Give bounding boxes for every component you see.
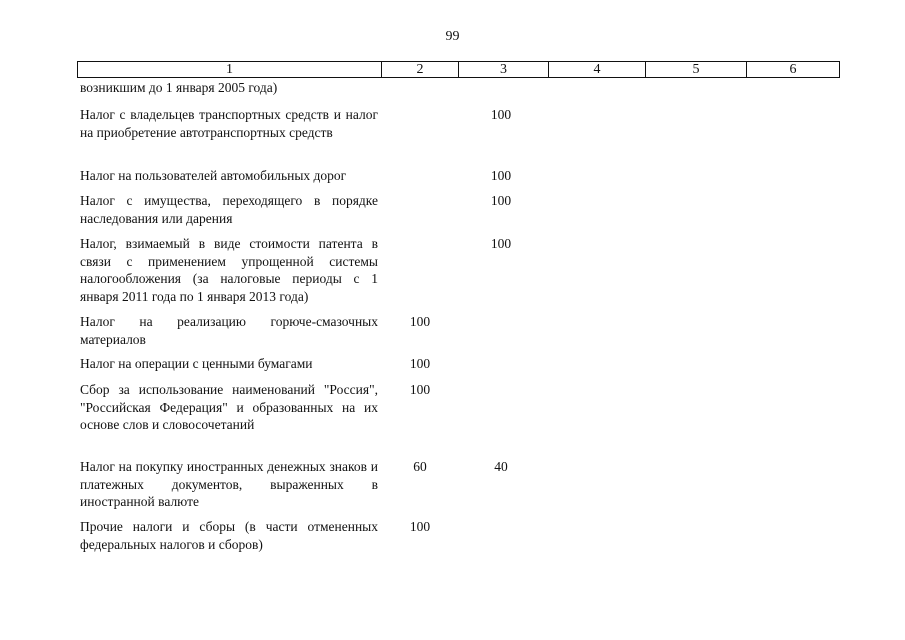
page-number: 99 (445, 29, 460, 44)
header-cell-5: 5 (646, 62, 747, 77)
tax-name: Налог с имущества, переходящего в порядке наследования или дарения (80, 193, 378, 226)
tax-name: Налог на реализацию горюче-смазочных материалов (80, 314, 378, 347)
tax-name: Налог, взимаемый в виде стоимости патента в связи с применением упрощенной системы налогообложения (за налоговые периоды с 1 января 2011 года по 1 января 2013 года) (80, 236, 378, 304)
continuation-text: возникшим до 1 января 2005 года) (80, 80, 278, 95)
header-cell-6: 6 (789, 62, 797, 77)
header-cell-1: 1 (78, 62, 382, 77)
value-col-3: 100 (490, 236, 512, 251)
tax-name: Налог с владельцев транспортных средств и налог на приобретение автотранспортных средств (80, 107, 378, 140)
value-col-3: 100 (490, 107, 512, 122)
tax-name: Налог на пользователей автомобильных дорог (80, 168, 347, 183)
value-col-2: 100 (409, 382, 431, 397)
header-cell-4: 4 (549, 62, 646, 77)
tax-name: Налог на покупку иностранных денежных знаков и платежных документов, выраженных в иностранной валюте (80, 459, 378, 509)
header-cell-2: 2 (382, 62, 459, 77)
tax-name: Сбор за использование наименований "Россия", "Российская Федерация" и образованных на их основе слов и словосочетаний (80, 382, 378, 432)
value-col-2: 100 (409, 314, 431, 329)
table-header-row (77, 61, 840, 78)
value-col-2: 100 (409, 519, 431, 534)
tax-name: Прочие налоги и сборы (в части отмененных федеральных налогов и сборов) (80, 519, 378, 552)
tax-name: Налог на операции с ценными бумагами (80, 356, 313, 371)
value-col-3: 100 (490, 193, 512, 208)
header-cell-3: 3 (459, 62, 549, 77)
value-col-2: 100 (409, 356, 431, 371)
value-col-2: 60 (413, 459, 427, 474)
value-col-3: 40 (494, 459, 508, 474)
value-col-3: 100 (490, 168, 512, 183)
